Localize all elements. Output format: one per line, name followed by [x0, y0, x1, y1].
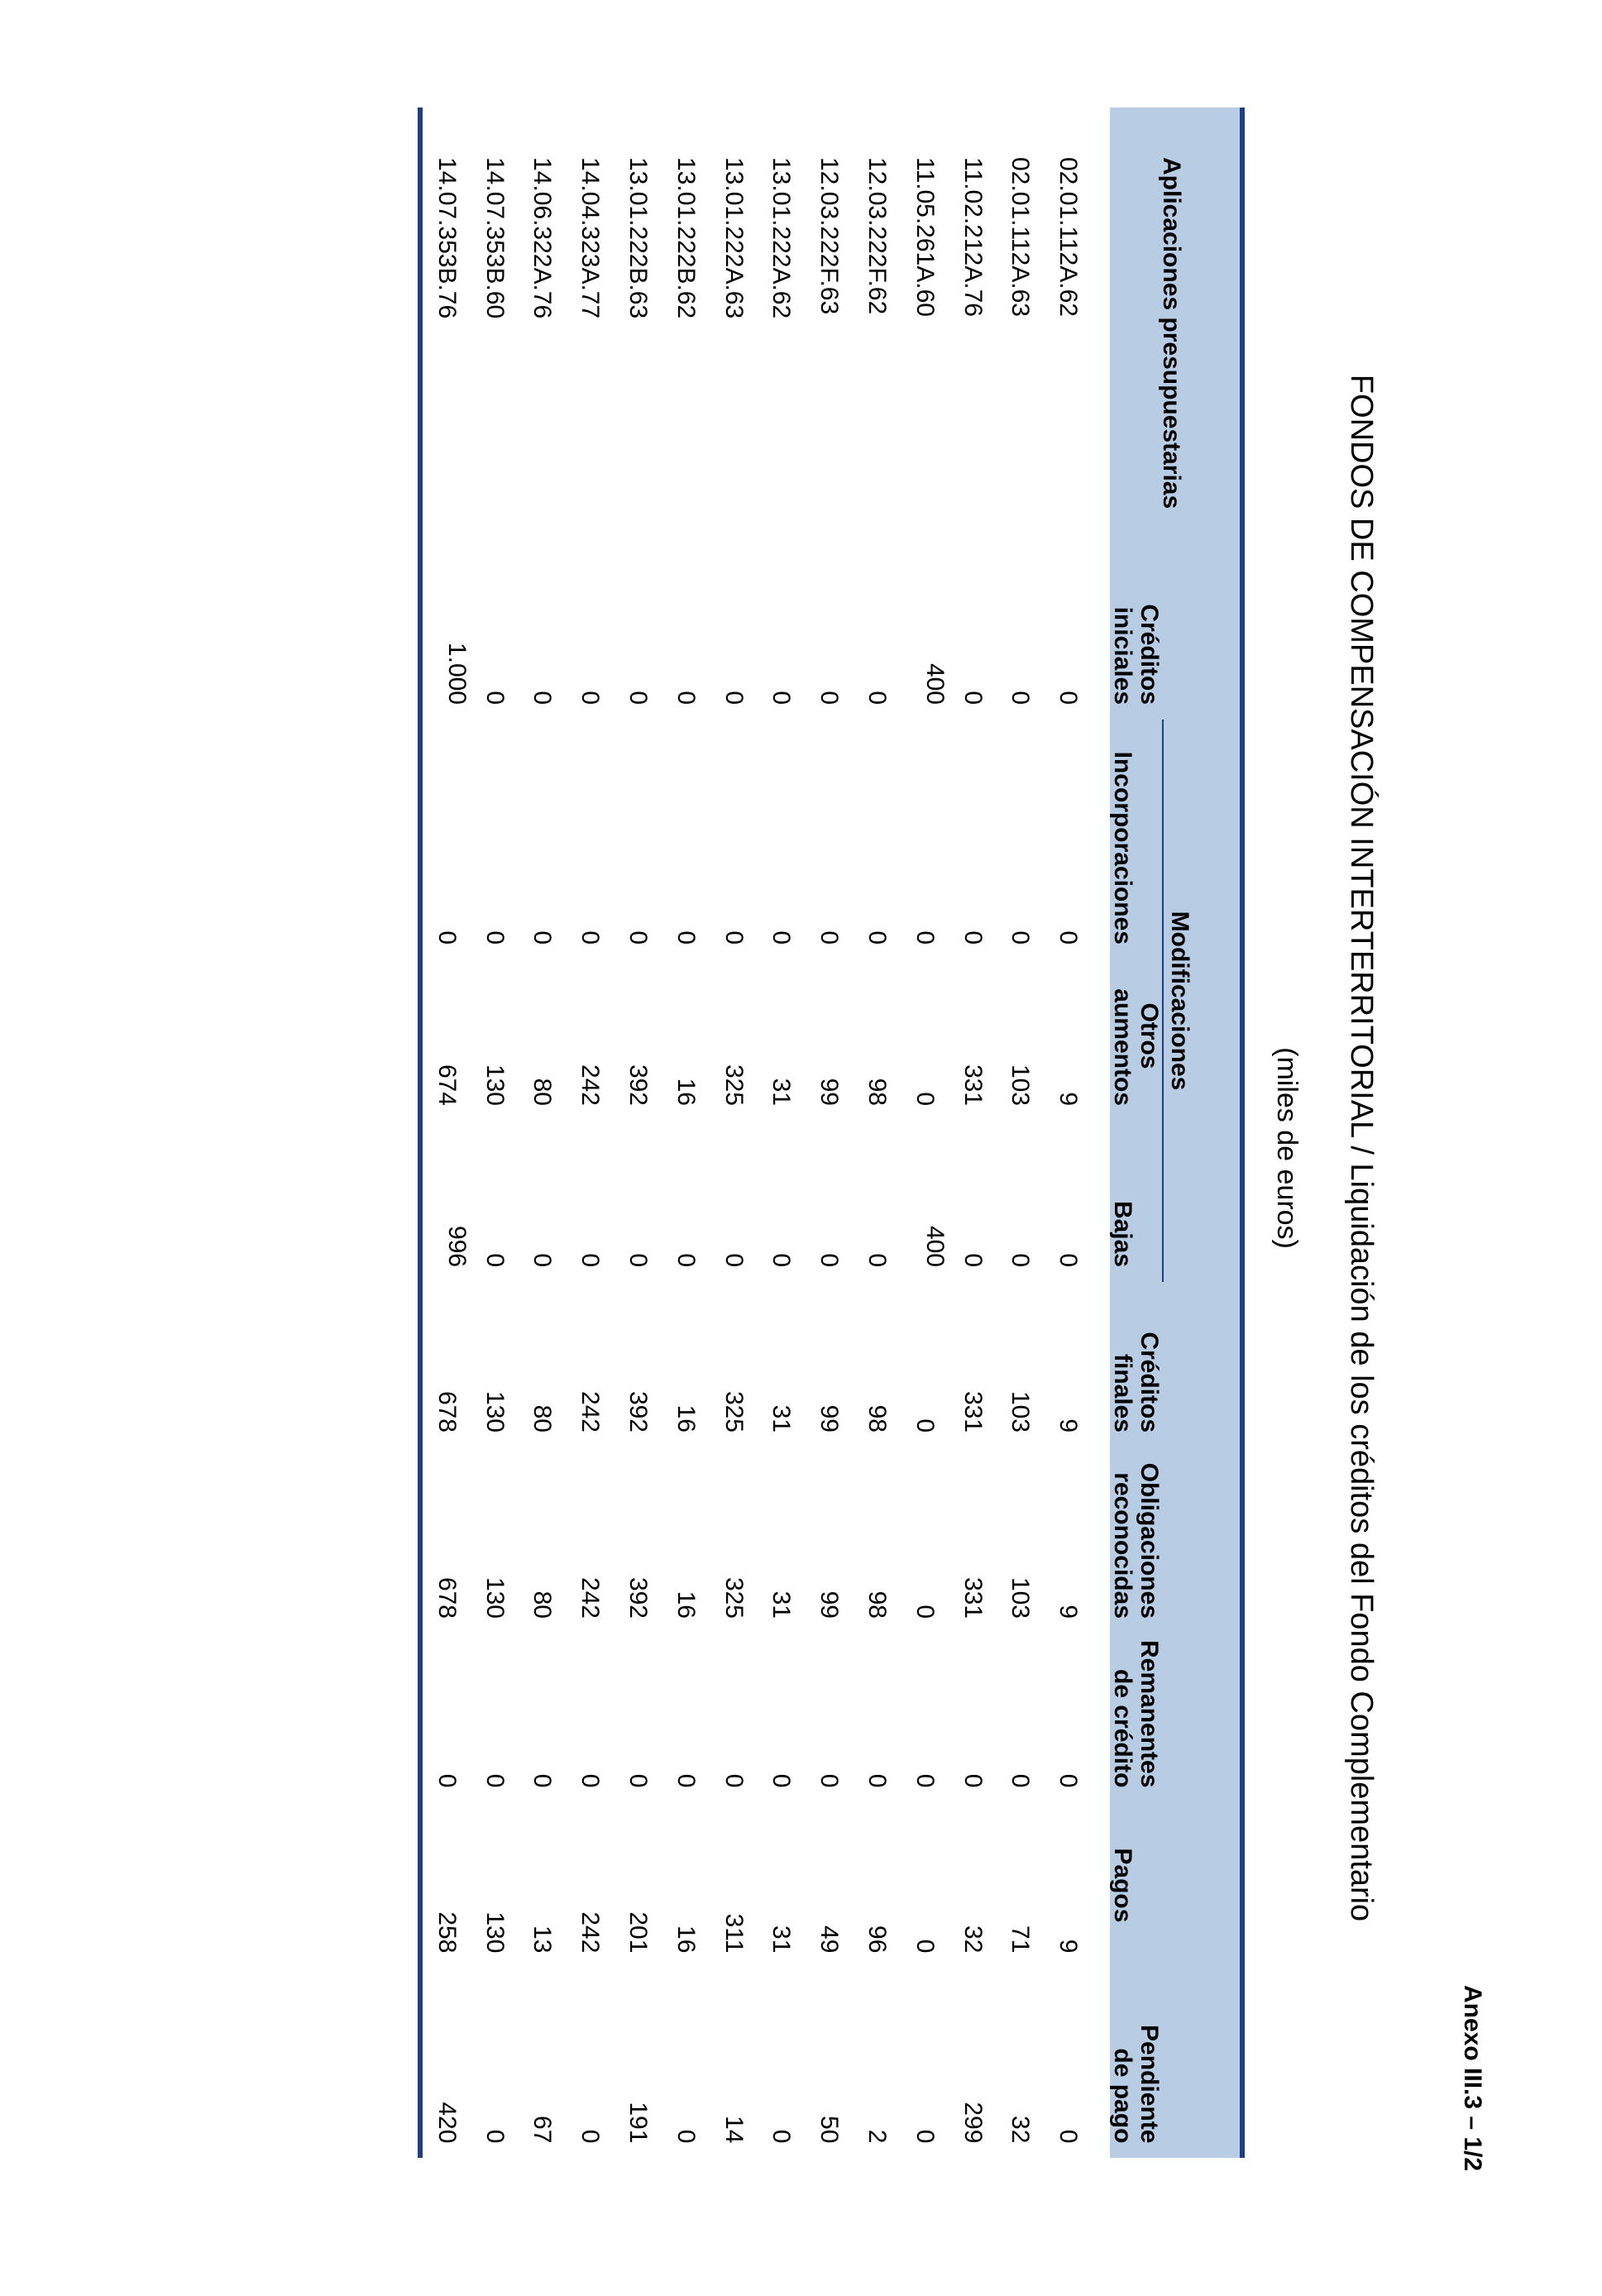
- cell-remanentes: 0: [815, 1773, 844, 1788]
- cell-otros-aumentos: 31: [768, 1078, 796, 1106]
- cell-creditos-finales: 331: [959, 1390, 987, 1433]
- row-code: 14.04.323A.77: [576, 157, 605, 319]
- cell-pagos: 201: [624, 1911, 652, 1954]
- cell-obligaciones: 103: [1007, 1576, 1035, 1619]
- cell-pendiente: 67: [528, 2116, 557, 2144]
- cell-otros-aumentos: 80: [528, 1078, 557, 1106]
- row-code: 12.03.222F.63: [815, 157, 844, 315]
- cell-pagos: 242: [576, 1911, 605, 1954]
- header-creditos-finales-line2: finales: [1109, 1353, 1137, 1433]
- cell-pendiente: 32: [1007, 2116, 1035, 2144]
- header-creditos-finales-line1: Créditos: [1136, 1332, 1163, 1433]
- cell-otros-aumentos: 103: [1007, 1064, 1035, 1106]
- row-code: 13.01.222A.63: [720, 157, 748, 319]
- cell-pagos: 49: [815, 1925, 844, 1954]
- header-creditos-iniciales-line1: Créditos: [1136, 604, 1163, 705]
- units-subtitle: (miles de euros): [1271, 1047, 1303, 1249]
- cell-incorporaciones: 0: [672, 930, 700, 945]
- cell-creditos-finales: 325: [720, 1390, 748, 1433]
- cell-creditos-iniciales: 0: [481, 691, 509, 705]
- row-code: 13.01.222B.62: [672, 157, 700, 319]
- cell-remanentes: 0: [420, 1634, 471, 1802]
- cell-creditos-finales: 103: [1007, 1390, 1035, 1433]
- header-otros-aumentos: [1110, 959, 1163, 1121]
- row-code: 14.07.353B.60: [481, 157, 509, 319]
- cell-pagos: 32: [959, 1925, 987, 1954]
- cell-remanentes: 0: [959, 1773, 987, 1788]
- cell-otros-aumentos: 325: [720, 1064, 748, 1106]
- cell-pagos: 71: [1007, 1925, 1035, 1954]
- header-pendiente: [1110, 1968, 1242, 2158]
- cell-creditos-iniciales: 0: [576, 691, 605, 705]
- row-code: 14.07.353B.76: [420, 108, 471, 517]
- cell-pagos: 311: [720, 1913, 748, 1954]
- cell-creditos-finales: 242: [576, 1390, 605, 1433]
- header-aplicaciones: Aplicaciones presupuestarias: [1110, 108, 1242, 517]
- cell-remanentes: 0: [720, 1773, 748, 1788]
- cell-pendiente: 14: [720, 2116, 748, 2144]
- liquidation-table: [418, 108, 1245, 2158]
- cell-obligaciones: 678: [420, 1447, 471, 1634]
- cell-creditos-iniciales: 0: [1054, 691, 1083, 705]
- cell-otros-aumentos: 16: [672, 1078, 700, 1106]
- cell-creditos-iniciales: 0: [815, 691, 844, 705]
- table-row: [1044, 108, 1110, 2158]
- cell-incorporaciones: 0: [768, 930, 796, 945]
- header-otros-aumentos-line2: aumentos: [1109, 988, 1137, 1106]
- header-modificaciones-label: Modificaciones: [1166, 911, 1194, 1091]
- cell-otros-aumentos: 130: [481, 1064, 509, 1106]
- cell-pendiente: 0: [911, 2129, 939, 2144]
- header-obligaciones-line2: reconocidas: [1109, 1472, 1137, 1619]
- row-code: 13.01.222B.63: [624, 157, 652, 319]
- table-body: [420, 108, 1110, 2158]
- cell-bajas: 0: [815, 1253, 844, 1267]
- table-row: [420, 108, 471, 2158]
- cell-creditos-iniciales: 0: [863, 691, 891, 705]
- cell-obligaciones: 80: [528, 1590, 557, 1619]
- table-row: [901, 108, 949, 2158]
- cell-obligaciones: 325: [720, 1576, 748, 1619]
- cell-pagos: 96: [863, 1925, 891, 1954]
- cell-incorporaciones: 0: [911, 930, 939, 945]
- cell-creditos-finales: 16: [672, 1404, 700, 1433]
- cell-otros-aumentos: 98: [863, 1078, 891, 1106]
- table-row: [757, 108, 805, 2158]
- cell-otros-aumentos: 0: [911, 1092, 939, 1106]
- cell-creditos-finales: 130: [481, 1390, 509, 1433]
- row-code: 11.05.261A.60: [911, 157, 939, 317]
- header-modificaciones: [1163, 720, 1242, 1282]
- row-code: 02.01.112A.63: [1007, 157, 1035, 317]
- cell-otros-aumentos: 392: [624, 1064, 652, 1106]
- cell-obligaciones: 242: [576, 1576, 605, 1619]
- cell-bajas: 0: [672, 1253, 700, 1267]
- cell-bajas: 0: [863, 1253, 891, 1267]
- cell-bajas: 0: [1007, 1253, 1035, 1267]
- cell-creditos-iniciales: 0: [528, 691, 557, 705]
- cell-obligaciones: 9: [1054, 1605, 1083, 1619]
- cell-obligaciones: 0: [911, 1605, 939, 1619]
- cell-remanentes: 0: [863, 1773, 891, 1788]
- cell-otros-aumentos: 242: [576, 1064, 605, 1106]
- header-pagos: Pagos: [1110, 1802, 1242, 1968]
- cell-obligaciones: 99: [815, 1590, 844, 1619]
- table-row: [662, 108, 710, 2158]
- page-title: FONDOS DE COMPENSACIÓN INTERTERRITORIAL / Liquidación de los créditos del Fondo Complementario: [1344, 374, 1379, 1922]
- cell-incorporaciones: 0: [528, 930, 557, 945]
- cell-pendiente: 50: [815, 2116, 844, 2144]
- cell-remanentes: 0: [481, 1773, 509, 1788]
- cell-obligaciones: 392: [624, 1576, 652, 1619]
- cell-remanentes: 0: [624, 1773, 652, 1788]
- row-code: 12.03.222F.62: [863, 157, 891, 315]
- cell-pendiente: 0: [481, 2129, 509, 2144]
- cell-remanentes: 0: [1007, 1773, 1035, 1788]
- cell-creditos-iniciales: 0: [768, 691, 796, 705]
- cell-remanentes: 0: [768, 1773, 796, 1788]
- table-row: [805, 108, 853, 2158]
- table-row: [566, 108, 614, 2158]
- row-code: 02.01.112A.62: [1054, 157, 1083, 317]
- cell-creditos-finales: 99: [815, 1404, 844, 1433]
- cell-creditos-finales: 678: [420, 1282, 471, 1447]
- header-pendiente-line1: Pendiente: [1136, 2025, 1163, 2144]
- cell-creditos-iniciales: 400: [921, 662, 949, 705]
- cell-incorporaciones: 0: [624, 930, 652, 945]
- cell-incorporaciones: 0: [1054, 930, 1083, 945]
- cell-otros-aumentos: 674: [420, 959, 471, 1121]
- cell-remanentes: 0: [528, 1773, 557, 1788]
- table-row: [710, 108, 758, 2158]
- cell-bajas: 0: [576, 1253, 605, 1267]
- cell-creditos-finales: 31: [768, 1404, 796, 1433]
- cell-creditos-iniciales: 0: [1007, 691, 1035, 705]
- cell-bajas: 0: [481, 1253, 509, 1267]
- cell-otros-aumentos: 9: [1054, 1092, 1083, 1106]
- cell-incorporaciones: 0: [720, 930, 748, 945]
- cell-pagos: 258: [420, 1802, 471, 1968]
- cell-incorporaciones: 0: [863, 930, 891, 945]
- cell-obligaciones: 130: [481, 1576, 509, 1619]
- header-obligaciones: [1110, 1447, 1242, 1634]
- cell-bajas: 996: [420, 1121, 471, 1282]
- header-remanentes-line1: Remanentes: [1136, 1640, 1163, 1788]
- annex-label: Anexo III.3 – 1/2: [1459, 1985, 1486, 2172]
- cell-obligaciones: 16: [672, 1590, 700, 1619]
- cell-remanentes: 0: [672, 1773, 700, 1788]
- header-otros-aumentos-line1: Otros: [1136, 1002, 1163, 1069]
- header-obligaciones-line1: Obligaciones: [1136, 1462, 1163, 1619]
- cell-remanentes: 0: [576, 1773, 605, 1788]
- cell-incorporaciones: 0: [1007, 930, 1035, 945]
- cell-pendiente: 191: [624, 2102, 652, 2144]
- header-remanentes-line2: de crédito: [1109, 1669, 1137, 1788]
- cell-pendiente: 299: [959, 2102, 987, 2144]
- cell-creditos-iniciales: 0: [672, 691, 700, 705]
- cell-creditos-iniciales: 1.000: [420, 517, 471, 720]
- cell-creditos-iniciales: 0: [624, 691, 652, 705]
- cell-otros-aumentos: 331: [959, 1064, 987, 1106]
- header-remanentes: [1110, 1634, 1242, 1802]
- cell-bajas: 0: [528, 1253, 557, 1267]
- cell-obligaciones: 98: [863, 1590, 891, 1619]
- cell-pagos: 16: [672, 1925, 700, 1954]
- cell-bajas: 400: [921, 1225, 949, 1267]
- header-creditos-iniciales-line2: iniciales: [1109, 606, 1137, 705]
- cell-remanentes: 0: [911, 1773, 939, 1788]
- cell-pendiente: 2: [863, 2129, 891, 2144]
- cell-creditos-finales: 9: [1054, 1418, 1083, 1433]
- table-row: [471, 108, 519, 2158]
- cell-pendiente: 0: [768, 2129, 796, 2144]
- table-row: [949, 108, 997, 2158]
- cell-obligaciones: 331: [959, 1576, 987, 1619]
- cell-obligaciones: 31: [768, 1590, 796, 1619]
- cell-bajas: 0: [768, 1253, 796, 1267]
- cell-bajas: 0: [959, 1253, 987, 1267]
- cell-creditos-finales: 392: [624, 1390, 652, 1433]
- cell-pendiente: 0: [576, 2129, 605, 2144]
- cell-incorporaciones: 0: [959, 930, 987, 945]
- cell-bajas: 0: [1054, 1253, 1083, 1267]
- table-row: [518, 108, 566, 2158]
- header-incorporaciones: Incorporaciones: [1110, 720, 1163, 959]
- cell-pagos: 13: [528, 1925, 557, 1954]
- cell-creditos-finales: 0: [911, 1418, 939, 1433]
- cell-bajas: 0: [720, 1253, 748, 1267]
- cell-pendiente: 0: [1054, 2129, 1083, 2144]
- cell-creditos-iniciales: 0: [959, 691, 987, 705]
- row-code: 14.06.322A.76: [528, 157, 557, 319]
- cell-incorporaciones: 0: [815, 930, 844, 945]
- cell-pagos: 9: [1054, 1939, 1083, 1954]
- cell-remanentes: 0: [1054, 1773, 1083, 1788]
- cell-creditos-finales: 98: [863, 1404, 891, 1433]
- header-pendiente-line2: de pago: [1109, 2048, 1137, 2144]
- cell-creditos-iniciales: 0: [720, 691, 748, 705]
- cell-pendiente: 420: [420, 1968, 471, 2158]
- cell-pagos: 31: [768, 1925, 796, 1954]
- row-code: 13.01.222A.62: [768, 157, 796, 319]
- cell-pagos: 0: [911, 1939, 939, 1954]
- table-row: [614, 108, 662, 2158]
- header-creditos-finales: [1110, 1282, 1242, 1447]
- table-row: [853, 108, 901, 2158]
- cell-incorporaciones: 0: [481, 930, 509, 945]
- cell-creditos-finales: 80: [528, 1404, 557, 1433]
- cell-bajas: 0: [624, 1253, 652, 1267]
- table-row: [996, 108, 1044, 2158]
- cell-pagos: 130: [481, 1911, 509, 1954]
- cell-otros-aumentos: 99: [815, 1078, 844, 1106]
- row-code: 11.02.212A.76: [959, 157, 987, 317]
- header-bajas: Bajas: [1110, 1121, 1163, 1282]
- cell-incorporaciones: 0: [420, 720, 471, 959]
- cell-incorporaciones: 0: [576, 930, 605, 945]
- header-creditos-iniciales: [1110, 517, 1242, 720]
- cell-pendiente: 0: [672, 2129, 700, 2144]
